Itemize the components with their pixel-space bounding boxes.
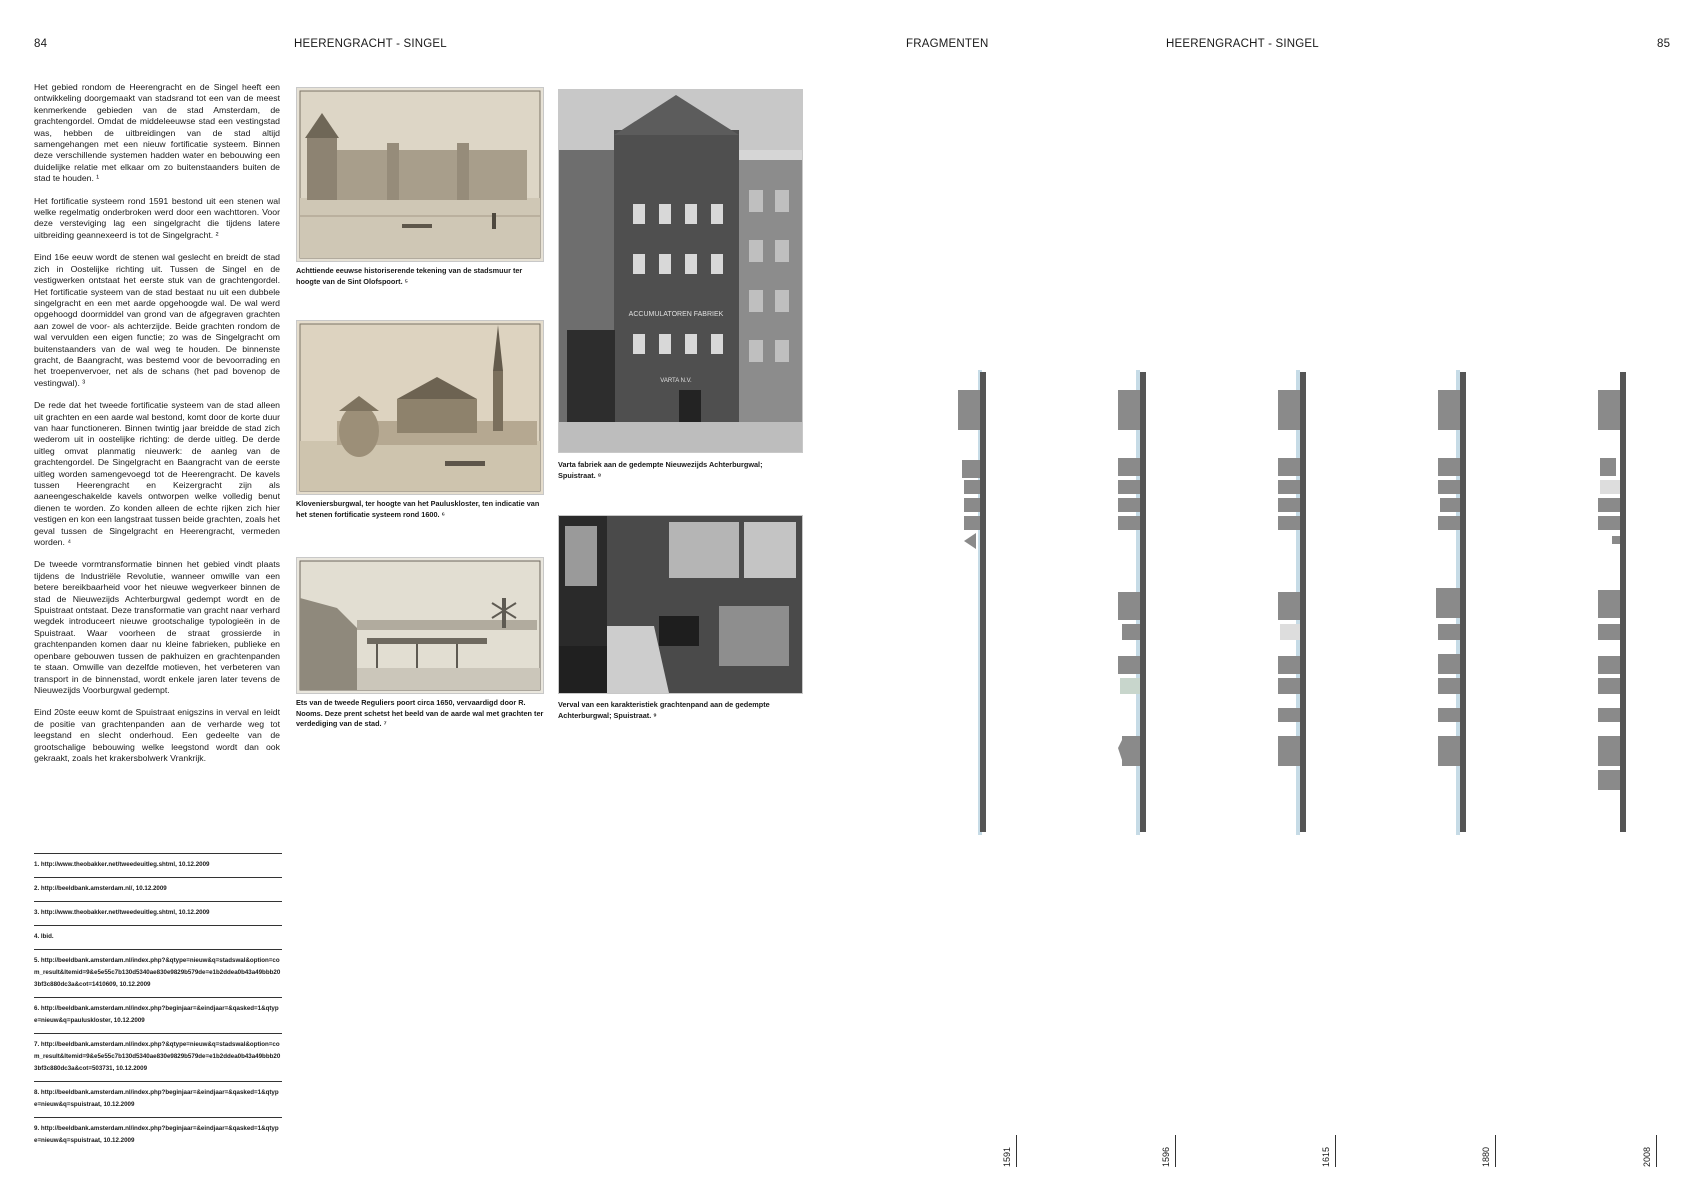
section-1596 xyxy=(1118,370,1146,835)
paragraph: De rede dat het tweede fortificatie systeem van de stad alleen uit grachten en een aarde wal bestond, komt door de korte duur van haar functioneren. Binnen twintig jaar breidde de stad zich wederom uit in oostelijke richting: de derde uitleg. De derde uitleg omvat planmatig nieuwerk: de aanleg van de grachtengordel. De Singelgracht en Baangracht van de eerste uitleg worden samengevoegd tot de Heerengracht. De kavels tussen Heerengracht en Keizergracht zijn als aaneengeschakelde kavels ontworpen welke volledig benut dienen te worden. Zo konden alleen de echte rijken zich hier vestigen en kon een langstraat tussen beide grachten, zoals het geval tussen de Singelgracht en Heerengracht, vermeden worden. ⁴ xyxy=(34,400,280,548)
footnote: 3. http://www.theobakker.net/tweedeuitleg.shtml, 10.12.2009 xyxy=(34,901,282,925)
left-running-title: HEERENGRACHT - SINGEL xyxy=(294,38,447,50)
image-caption: Varta fabriek aan de gedempte Nieuwezijds Achterburgwal; Spuistraat. ⁸ xyxy=(558,460,763,480)
right-page-number: 85 xyxy=(1657,38,1671,50)
year-label-1591: 1591 xyxy=(1002,1135,1017,1167)
center-running-title: FRAGMENTEN xyxy=(906,38,989,50)
footnote: 2. http://beeldbank.amsterdam.nl/, 10.12.2009 xyxy=(34,877,282,901)
paragraph: Eind 16e eeuw wordt de stenen wal geslecht en breidt de stad zich in Oostelijke richting uit. Tussen de Singel en de vestigwerken ontstaat het eerste stuk van de grachtengordel. Het fortificatie systeem van de stad bestaat nu uit een dubbele singelgracht en een met aarde opgehoogde wal. De wal werd opgehoogd doormiddel van grond van de afgegraven grachten aan zowel de voor- als achterzijde. Beide grachten rondom de wal vervulden een eigen functie; zo was de Singelgracht om buitenstaanders van de wal weg te houden. De binnenste gracht, de Baangracht, was bestemd voor de bevoorrading en het troepenvervoer, net als de schans (het pad bovenop de vestingwal). ³ xyxy=(34,252,280,388)
section-1615 xyxy=(1278,370,1306,835)
year-label-1615: 1615 xyxy=(1321,1135,1336,1167)
footnote: 4. Ibid. xyxy=(34,925,282,949)
body-text xyxy=(34,82,280,775)
paragraph: Het fortificatie systeem rond 1591 bestond uit een stenen wal welke regelmatig onderbroken werd door een wachttoren. Voor deze versteviging lag een singelgracht die tijdens latere uitbreiding geannexeerd is tot de Singelgracht. ² xyxy=(34,195,280,240)
footnote-list xyxy=(34,853,282,1153)
kloveniersburgwal-drawing xyxy=(296,320,544,495)
factory-sign: ACCUMULATOREN FABRIEK xyxy=(628,311,724,318)
year-label-1596: 1596 xyxy=(1161,1135,1176,1167)
image-caption: Achttiende eeuwse historiserende tekening van de stadsmuur ter hoogte van de Sint Olofspoort. ⁵ xyxy=(296,266,523,286)
section-1880 xyxy=(1436,370,1466,835)
section-1591 xyxy=(958,370,986,835)
city-wall-drawing xyxy=(296,87,544,262)
right-running-title: HEERENGRACHT - SINGEL xyxy=(1166,38,1319,50)
paragraph: Het gebied rondom de Heerengracht en de Singel heeft een ontwikkeling doorgemaakt van stadsrand tot een van de meest kenmerkende gebieden van de stad Amsterdam, de grachtengordel. Omdat de middeleeuwse stad een vestingstad was, hebben de uitbreidingen van de stad altijd samengehangen met een nieuw fortificatie systeem. Binnen deze verschillende systemen hadden water en bebouwing een duidelijke relatie met elkaar om zo buitenstaanders buiten de stad te houden. ¹ xyxy=(34,82,280,184)
image-caption: Verval van een karakteristiek grachtenpand aan de gedempte Achterburgwal; Spuistraat. ⁹ xyxy=(558,700,770,720)
footnote: 1. http://www.theobakker.net/tweedeuitleg.shtml, 10.12.2009 xyxy=(34,853,282,877)
footnote: 7. http://beeldbank.amsterdam.nl/index.php?&qtype=nieuw&q=stadswal&option=com_result&Itemid=9&e5e55c7b130d5340ae830e9829b579de=e1b2ddea0b43a49bbb203bf3c880dc3a&cot=503731, 10.12.2009 xyxy=(34,1033,282,1081)
varta-factory-photo xyxy=(558,89,803,453)
paragraph: Eind 20ste eeuw komt de Spuistraat enigszins in verval en leidt de positie van grachtenpanden aan de verharde weg tot leegstand en slecht onderhoud. Een gedeelte van de grootschalige bebouwing welke leegstond wordt dan ook gekraakt, zoals het krakersbolwerk Vrankrijk. xyxy=(34,707,280,763)
canal-house-photo xyxy=(558,515,803,694)
footnote: 5. http://beeldbank.amsterdam.nl/index.php?&qtype=nieuw&q=stadswal&option=com_result&Itemid=9&e5e55c7b130d5340ae830e9829b579de=e1b2ddea0b43a49bbb203bf3c880dc3a&cot=1410609, 10.12.2009 xyxy=(34,949,282,997)
image-caption: Kloveniersburgwal, ter hoogte van het Pauluskloster, ten indicatie van het stenen fortificatie systeem rond 1600. ⁶ xyxy=(296,499,540,519)
footnote: 9. http://beeldbank.amsterdam.nl/index.php?beginjaar=&eindjaar=&qasked=1&qtype=nieuw&q=spuistraat, 10.12.2009 xyxy=(34,1117,282,1153)
reguliers-poort-etching xyxy=(296,557,544,694)
image-caption: Ets van de tweede Reguliers poort circa 1650, vervaardigd door R. Nooms. Deze prent schetst het beeld van de aarde wal met grachten ter verdediging van de stad. ⁷ xyxy=(296,698,544,728)
footnote: 6. http://beeldbank.amsterdam.nl/index.php?beginjaar=&eindjaar=&qasked=1&qtype=nieuw&q=pauluskloster, 10.12.2009 xyxy=(34,997,282,1033)
footnote: 8. http://beeldbank.amsterdam.nl/index.php?beginjaar=&eindjaar=&qasked=1&qtype=nieuw&q=spuistraat, 10.12.2009 xyxy=(34,1081,282,1117)
year-label-1880: 1880 xyxy=(1481,1135,1496,1167)
varta-sign: VARTA N.V. xyxy=(660,378,692,384)
year-label-2008: 2008 xyxy=(1642,1135,1657,1167)
left-page-number: 84 xyxy=(34,38,48,50)
section-2008 xyxy=(1598,372,1626,832)
section-diagrams xyxy=(940,370,1660,845)
paragraph: De tweede vormtransformatie binnen het gebied vindt plaats tijdens de Industriële Revolutie, wanneer omwille van een betere bereikbaarheid voor het nieuwe wegverkeer binnen de stad de Nieuwezijds Achterburgwal gedempt wordt en de Spuistraat ontstaat. Deze transformatie van gracht naar verhard wegdek introduceert nieuwe grootschalige typologieën in de Spuistraat. Waar voorheen de straat grossierde in grachtenpanden komen daar nu kleine fabrieken, publieke en openbare gebouwen tussen de pakhuizen en grachtenpanden te staan. Omwille van dezelfde motieven, het verbeteren van transport in de binnenstad, wordt enkele jaren later tevens de Nieuwezijds Voorburgwal gedempt. xyxy=(34,559,280,695)
